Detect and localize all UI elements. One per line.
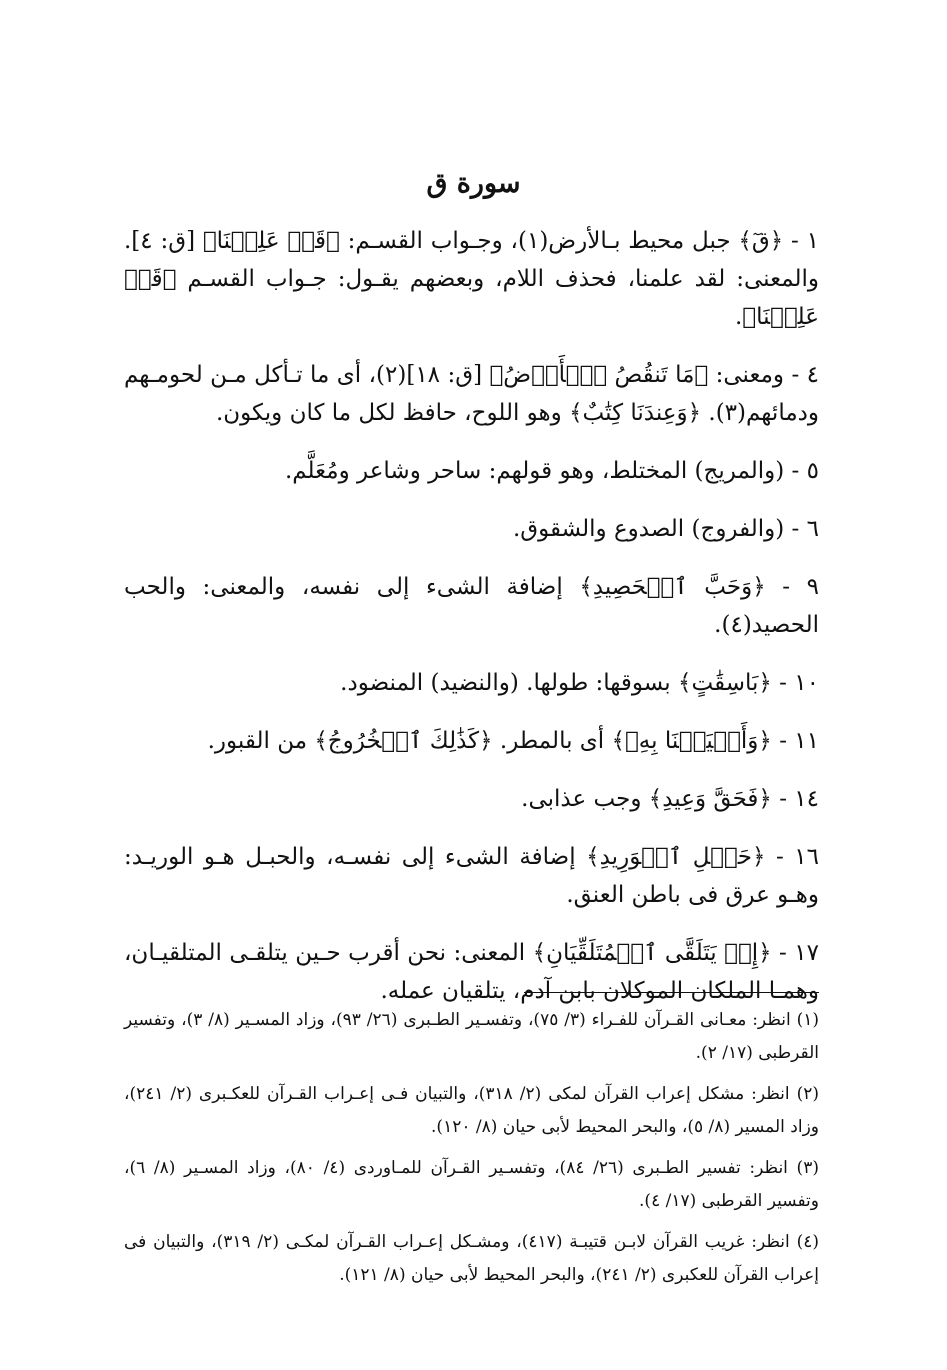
- verse-paragraph: ٩ - ﴿وَحَبَّ ٱلۡحَصِيدِ﴾ إضافة الشىء إلى نفسه، والمعنى: والحب الحصيد(٤).: [124, 574, 819, 638]
- footnote: (١) انظر: معـانى القـرآن للفـراء (٣/ ٧٥)، وتفسـير الطـبرى (٢٦/ ٩٣)، وزاد المسـير (٨/ ٣)، وتفسير القرطبى (١٧/ ٢).: [124, 1010, 820, 1063]
- main-text: [124, 222, 819, 1030]
- footnotes: [124, 1004, 819, 1300]
- verse-paragraph: ٥ - (والمريج) المختلط، وهو قولهم: ساحر وشاعر ومُعَلَّم.: [284, 458, 819, 484]
- verse-paragraph: ١ - ﴿قٓ﴾ جبل محيط بـالأرض(١)، وجـواب القسـم: ﴿قَدۡ عَلِمۡنَا﴾ [ق: ٤]. والمعنى: لقد علمنا، فحذف اللام، وبعضهم يقـول: جـواب القسـم ﴿قَدۡ عَلِمۡنَا﴾.: [124, 228, 819, 330]
- verse-paragraph: ٦ - (والفروج) الصدوع والشقوق.: [512, 516, 819, 542]
- footnote: (٣) انظر: تفسير الطـبرى (٢٦/ ٨٤)، وتفسـير القـرآن للمـاوردى (٤/ ٨٠)، وزاد المسـير (٨/ ٦)، وتفسير القرطبى (١٧/ ٤).: [124, 1158, 819, 1211]
- footnote: (٤) انظر: غريب القرآن لابـن قتيبـة (٤١٧)، ومشـكل إعـراب القـرآن لمكـى (٢/ ٣١٩)، والتبيان فى إعراب القرآن للعكبرى (٢/ ٢٤١)، والبحر المحيط لأبى حيان (٨/ ١٢١).: [124, 1232, 819, 1285]
- footnote-separator: [524, 992, 819, 993]
- verse-paragraph: ١٦ - ﴿حَبۡلِ ٱلۡوَرِيدِ﴾ إضافة الشىء إلى نفسـه، والحبـل هـو الوريـد: وهـو عرق فى باطن العنق.: [124, 844, 819, 908]
- footnote: (٢) انظر: مشكل إعراب القرآن لمكى (٢/ ٣١٨)، والتبيان فـى إعـراب القـرآن للعكـبرى (٢/ ٢٤١)، وزاد المسير (٨/ ٥)، والبحر المحيط لأبى حيان (٨/ ١٢٠).: [124, 1084, 819, 1137]
- page-title: سورة ق: [426, 168, 521, 199]
- verse-paragraph: ١٤ - ﴿فَحَقَّ وَعِيدِ﴾ وجب عذابى.: [521, 786, 819, 812]
- verse-paragraph: ١١ - ﴿وَأَحۡيَيۡنَا بِهِۦ﴾ أى بالمطر. ﴿كَذَٰلِكَ ٱلۡخُرُوجُ﴾ من القبور.: [207, 728, 819, 754]
- verse-paragraph: ١٧ - ﴿إِذۡ يَتَلَقَّى ٱلۡمُتَلَقِّيَانِ﴾ المعنى: نحن أقرب حـين يتلقـى المتلقيـان، وهمـا الملكان الموكلان بابن آدم، يتلقيان عمله.: [124, 940, 819, 1004]
- verse-paragraph: ١٠ - ﴿بَاسِقَٰتٍ﴾ بسوقها: طولها. (والنضيد) المنضود.: [340, 670, 819, 696]
- verse-paragraph: ٤ - ومعنى: ﴿مَا تَنقُصُ ٱلۡأَرۡضُ﴾ [ق: ١٨](٢)، أى ما تـأكل مـن لحومـهم ودمائهم(٣). ﴿وَعِندَنَا كِتَٰبٌ﴾ وهو اللوح، حافظ لكل ما كان ويكون.: [124, 362, 819, 426]
